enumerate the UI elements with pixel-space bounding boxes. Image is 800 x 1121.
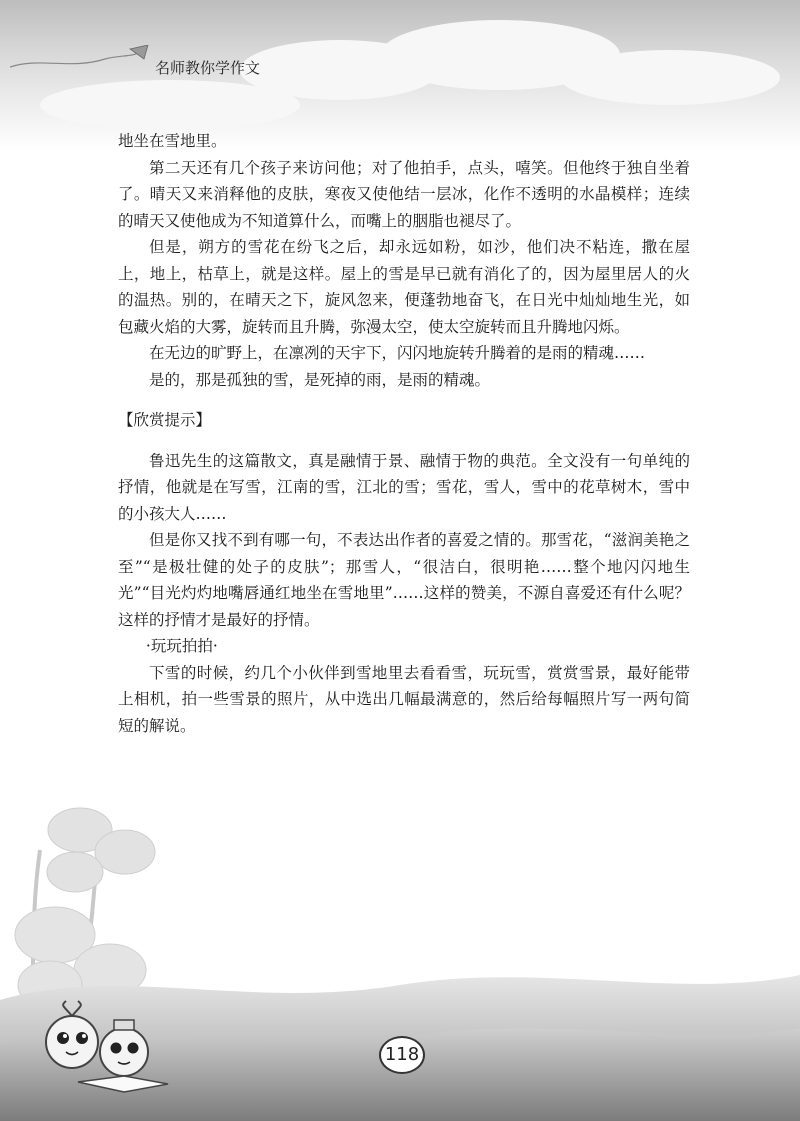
kite-icon (10, 45, 160, 75)
book-title: 名师教你学作文 (155, 59, 261, 77)
activity-text: 下雪的时候，约几个小伙伴到雪地里去看看雪，玩玩雪，赏赏雪景，最好能带上相机，拍一些雪景的照片，从中选出几幅最满意的，然后给每幅照片写一两句简短的解说。 (118, 663, 690, 735)
paragraph: 是的，那是孤独的雪，是死掉的雨，是雨的精魂。 (149, 370, 491, 389)
activity-title: ·玩玩拍拍· (145, 637, 218, 655)
paragraph: 在无边的旷野上，在凛冽的天宇下，闪闪地旋转升腾着的是雨的精魂…… (149, 344, 646, 362)
cloud (560, 50, 780, 105)
page-number: 118 (379, 1036, 425, 1074)
paragraph: 但是，朔方的雪花在纷飞之后，却永远如粉，如沙，他们决不粘连，撒在屋上，地上，枯草上，就是这样。屋上的雪是早已就有消化了的，因为屋里居人的火的温热。别的，在晴天之下，旋风忽来，便蓬勃地奋飞，在日光中灿灿地生光，如包藏火焰的大雾，旋转而且升腾，弥漫太空，使太空旋转而且升腾地闪烁。 (118, 238, 690, 336)
paragraph: 鲁迅先生的这篇散文，真是融情于景、融情于物的典范。全文没有一句单纯的抒情，他就是在写雪，江南的雪，江北的雪；雪花，雪人，雪中的花草树木，雪中的小孩大人…… (118, 451, 690, 523)
paragraph: 第二天还有几个孩子来访问他；对了他拍手，点头，嘻笑。但他终于独自坐着了。晴天又来消释他的皮肤，寒夜又使他结一层冰，化作不透明的水晶模样；连续的晴天又使他成为不知道算什么，而嘴上的胭脂也褪尽了。 (118, 158, 690, 230)
clover-leaf-icon (47, 808, 155, 892)
article-body (118, 128, 690, 739)
paragraph: 但是你又找不到有哪一句，不表达出作者的喜爱之情的。那雪花，“滋润美艳之至”“是极壮健的处子的皮肤”；那雪人，“很洁白，很明艳……整个地闪闪地生光”“目光灼灼地嘴唇通红地坐在雪地里”……这样的赞美，不源自喜爱还有什么呢？这样的抒情才是最好的抒情。 (118, 531, 690, 629)
paragraph: 地坐在雪地里。 (118, 132, 227, 150)
appreciation-heading: 【欣赏提示】 (118, 411, 212, 429)
cloud (40, 80, 300, 130)
